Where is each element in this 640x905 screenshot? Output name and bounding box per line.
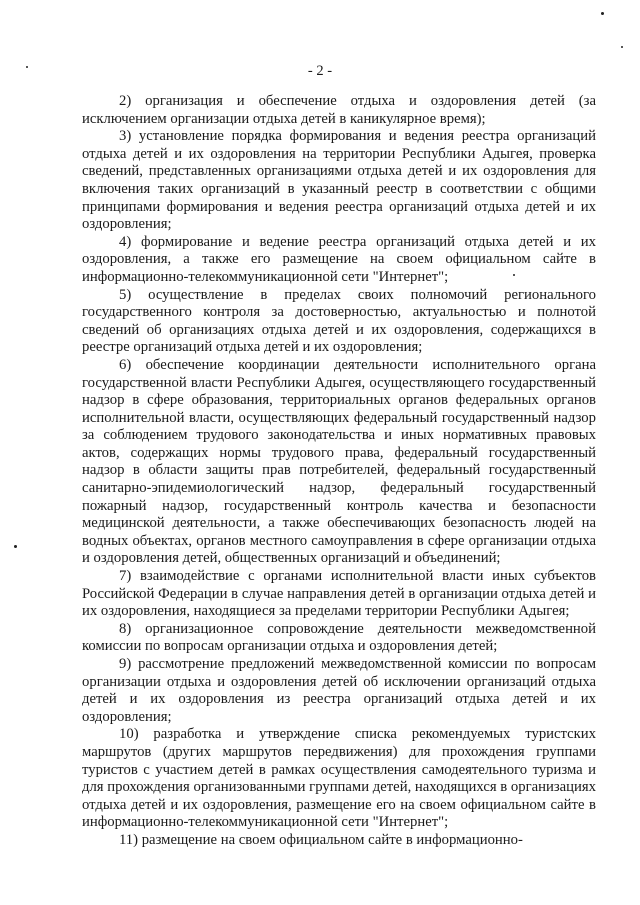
page-number: - 2 - [307, 63, 333, 79]
paragraph-item-6: 6) обеспечение координации деятельности исполнительного органа государственной власти Республики Адыгея, осуществляющего государственный надзор в сфере образования, территориальных органов федеральных органов исполнительной власти, осуществляющих федеральный государственный надзор за соблюдением трудового законодательства и иных нормативных правовых актов, содержащих нормы трудового права, федеральный государственный надзор в области защиты прав потребителей, федеральный государственный санитарно-эпидемиологический надзор, федеральный государственный пожарный надзор, государственный контроль качества и безопасности медицинской деятельности, а также обеспечивающих безопасность людей на водных объектах, органов местного самоуправления в сфере организации отдыха и оздоровления детей, общественных организаций и объединений; [82, 356, 596, 567]
paragraph-item-8: 8) организационное сопровождение деятельности межведомственной комиссии по вопросам организации отдыха и оздоровления детей; [82, 620, 596, 655]
scan-speck [601, 12, 604, 15]
scan-speck [26, 66, 28, 68]
scan-speck [14, 545, 17, 548]
paragraph-item-2: 2) организация и обеспечение отдыха и оздоровления детей (за исключением организации отдыха детей в каникулярное время); [82, 93, 596, 127]
paragraph-item-7: 7) взаимодействие с органами исполнительной власти иных субъектов Российской Федерации в случае направления детей в организации отдыха детей и их оздоровления, находящиеся за пределами территории Республики Адыгея; [82, 568, 596, 620]
paragraph-item-11: 11) размещение на своем официальном сайте в информационно- [119, 831, 523, 848]
scan-speck [513, 274, 515, 276]
paragraph-item-4: 4) формирование и ведение реестра организаций отдыха детей и их оздоровления, а также его размещение на своем официальном сайте в информационно-телекоммуникационной сети "Интернет"; [82, 233, 596, 285]
scan-speck [621, 46, 623, 48]
paragraph-item-5: 5) осуществление в пределах своих полномочий регионального государственного контроля за достоверностью, актуальностью и полнотой сведений об организациях отдыха детей и их оздоровления, содержащихся в реестре организаций отдыха детей и их оздоровления; [82, 286, 596, 356]
document-body [82, 93, 596, 850]
paragraph-item-10: 10) разработка и утверждение списка рекомендуемых туристских маршрутов (других маршрутов передвижения) для прохождения группами туристов с участием детей в рамках осуществления самодеятельного туризма и для прохождения организованными группами детей, находящихся в организациях отдыха детей и их оздоровления, размещение его на своем официальном сайте в информационно-телекоммуникационной сети "Интернет"; [82, 726, 596, 831]
paragraph-item-9: 9) рассмотрение предложений межведомственной комиссии по вопросам организации отдыха и оздоровления детей об исключении организаций отдыха детей и их оздоровления из реестра организаций отдыха детей и их оздоровления; [82, 656, 596, 725]
paragraph-item-3: 3) установление порядка формирования и ведения реестра организаций отдыха детей и их оздоровления на территории Республики Адыгея, проверка сведений, представленных организациями отдыха детей и их оздоровления для включения таких организаций в указанный реестр в соответствии с общими принципами формирования и ведения реестра организаций отдыха детей и их оздоровления; [82, 128, 596, 233]
